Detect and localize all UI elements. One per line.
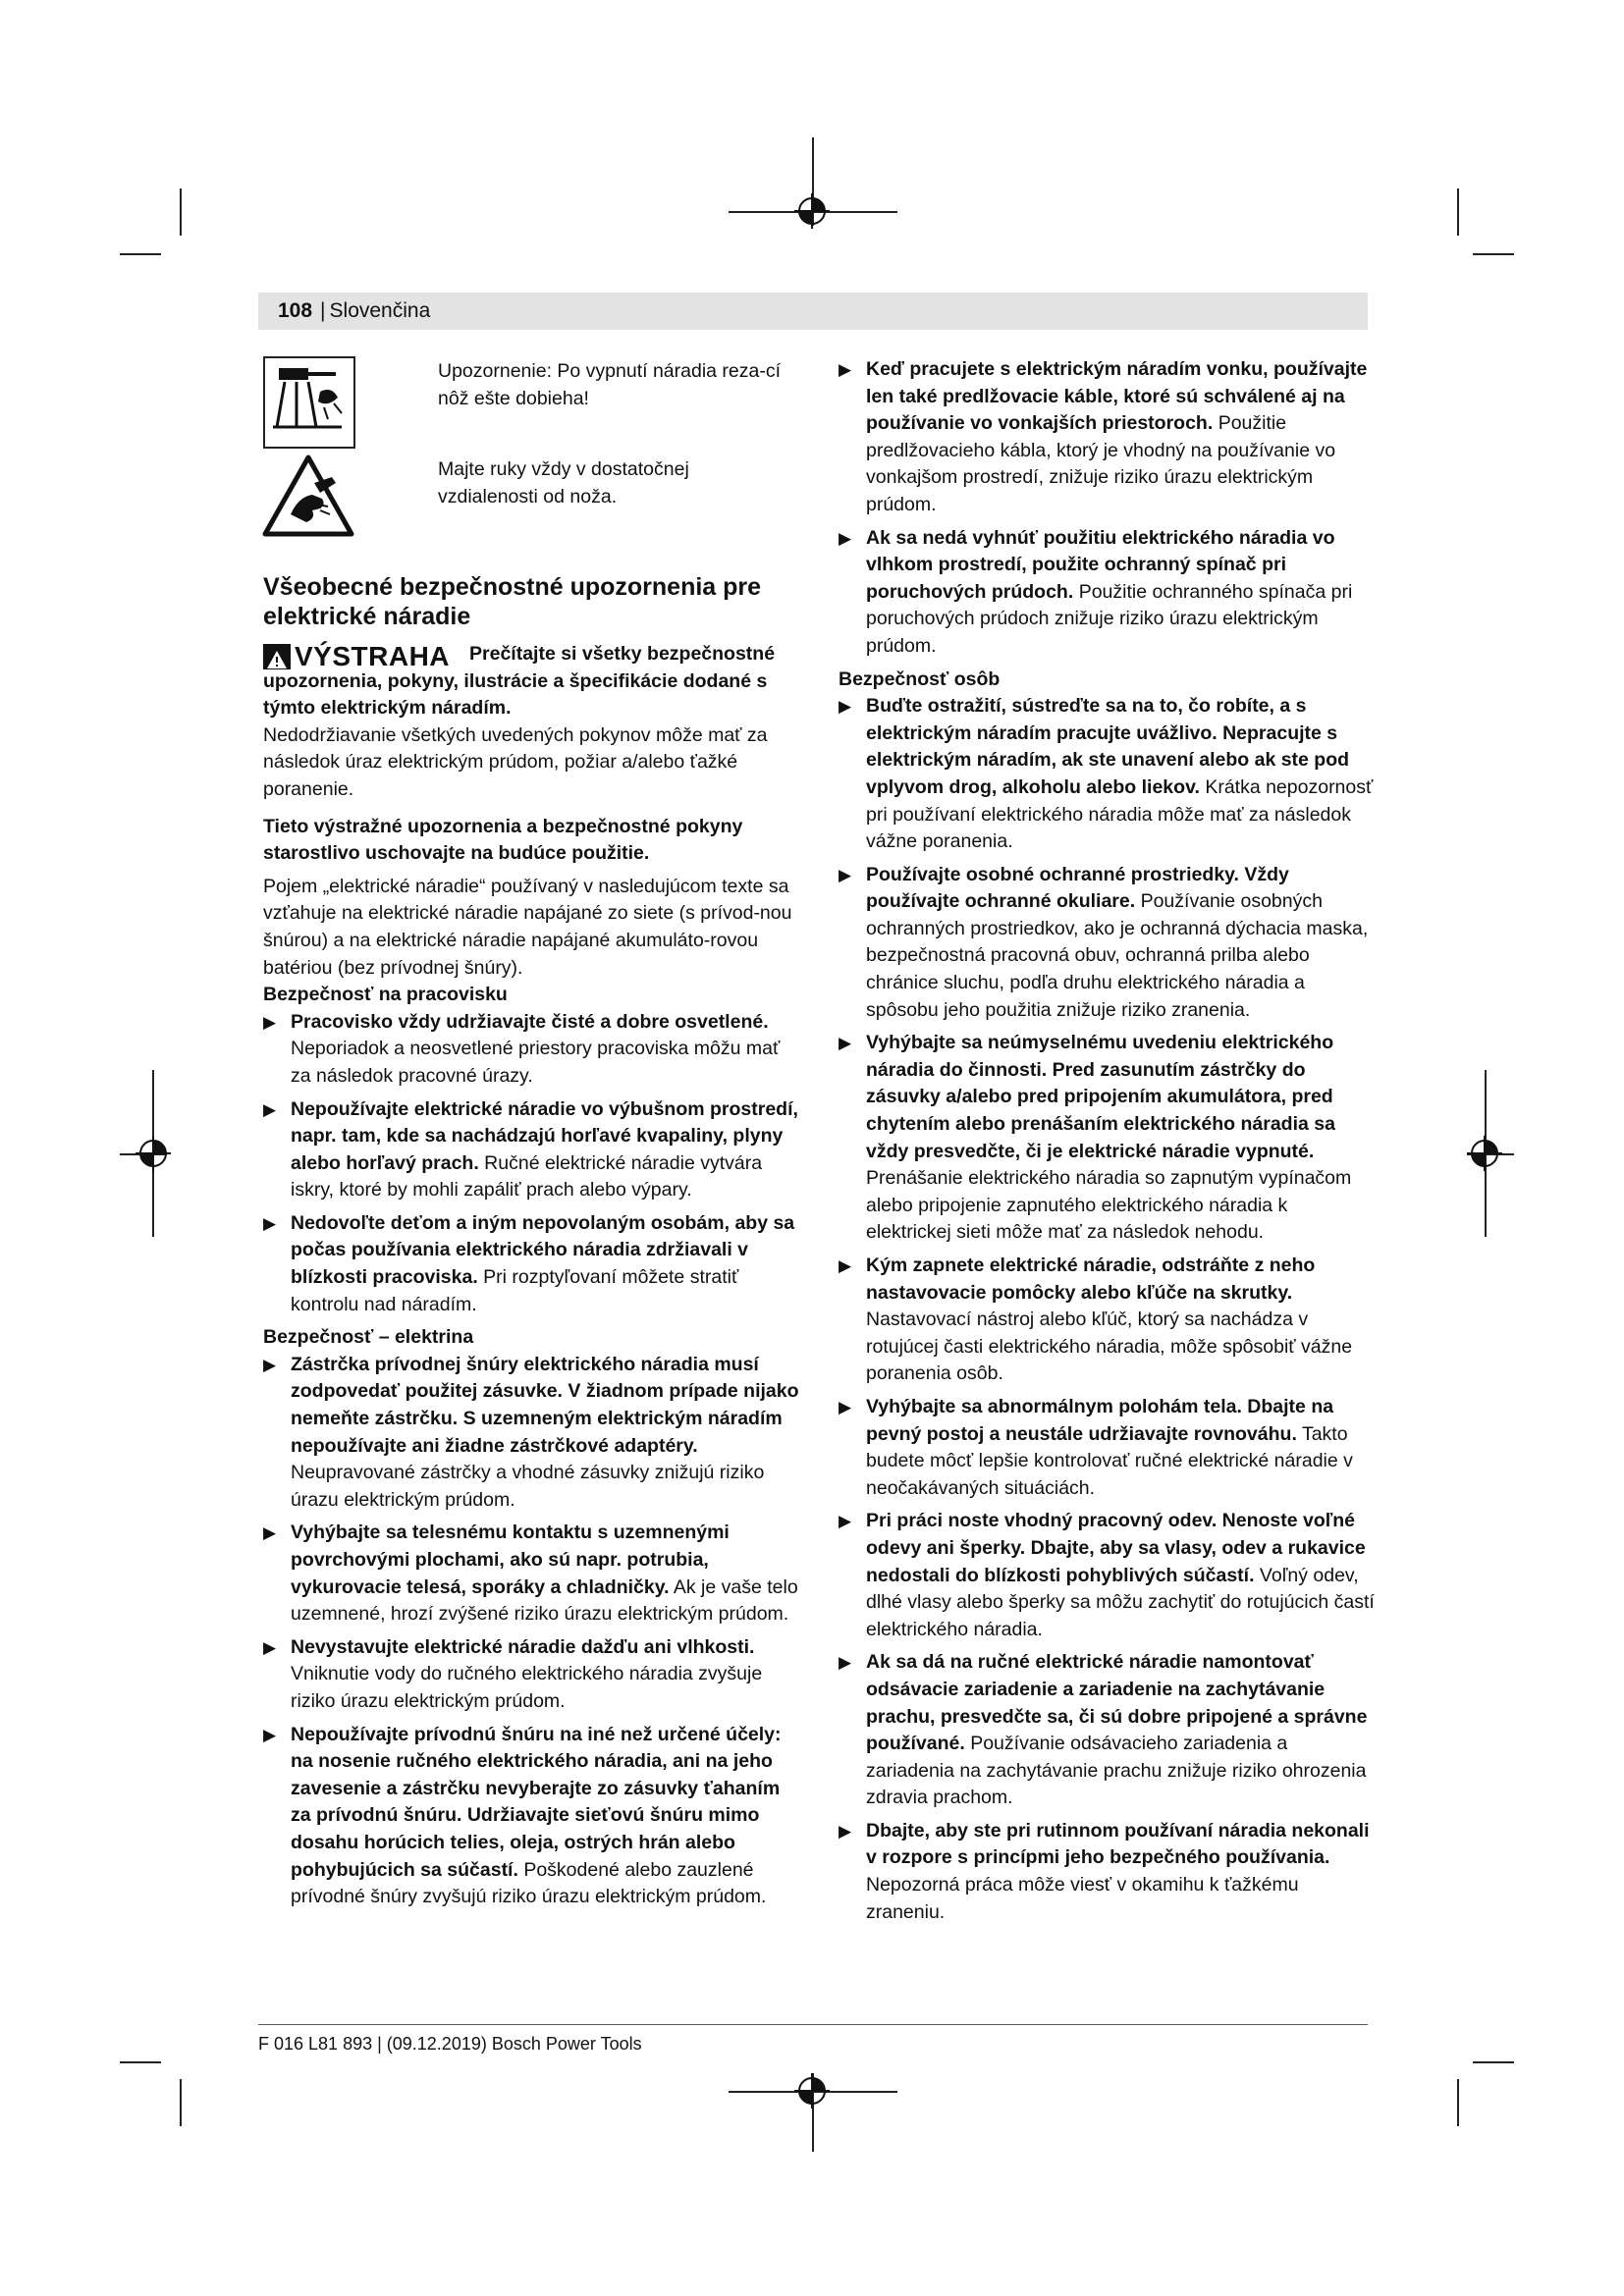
registration-target-icon — [135, 1136, 171, 1171]
bullet-arrow-icon: ▶ — [839, 1034, 852, 1053]
list-item — [839, 1508, 1375, 1643]
blade-runs-on-icon — [263, 356, 355, 449]
footer-rule — [258, 2024, 1368, 2025]
bullet-arrow-icon: ▶ — [839, 1397, 852, 1416]
bullet-arrow-icon: ▶ — [263, 1637, 277, 1657]
registration-target-icon — [794, 2073, 830, 2109]
bullet-arrow-icon: ▶ — [839, 697, 852, 717]
item-text: Takto budete môcť lepšie kontrolovať ručné elektrické náradie v neočakávaných situáciách. — [866, 1422, 1353, 1499]
left-column — [263, 572, 801, 1917]
page-number: 108 — [278, 299, 313, 322]
item-bold: Vyhýbajte sa telesnému kontaktu s uzemnenými povrchovými plochami, ako sú napr. potrubia, vykurovacie telesá, sporáky a chladničky. — [291, 1522, 730, 1598]
item-text: Používanie osobných ochranných prostriedkov, ako je ochranná dýchacia maska, bezpečnostná pracovná obuv, ochranná prilba alebo chránice sluchu, podľa druhu elektrického náradia a spôsobu jeho použitia znižuje riziko zranenia. — [866, 890, 1369, 1021]
page-header — [258, 293, 1368, 330]
list-item — [263, 1520, 801, 1628]
registration-target-icon — [794, 193, 830, 229]
notice-text: Upozornenie: Po vypnutí náradia reza-cí nôž ešte dobieha! — [438, 360, 782, 409]
crop-mark — [1473, 2061, 1514, 2063]
item-text: Nastavovací nástroj alebo kľúč, ktorý sa nachádza v rotujúcej časti elektrického náradia, môže spôsobiť vážne poranenia osôb. — [866, 1308, 1353, 1385]
item-text: Pri rozptyľovaní môžete stratiť kontrolu nad náradím. — [291, 1266, 739, 1315]
item-text: Používanie odsávacieho zariadenia a zariadenia na zachytávanie prachu znižuje riziko ohrozenia zdravia prachom. — [866, 1733, 1367, 1809]
bullet-arrow-icon: ▶ — [263, 1099, 277, 1119]
item-text: Neporiadok a neosvetlené priestory pracoviska môžu mať za následok pracovné úrazy. — [291, 1038, 781, 1087]
list-item — [839, 1649, 1375, 1812]
warning-text: Nedodržiavanie všetkých uvedených pokynov môže mať za následok úraz elektrickým prúdom, požiar a/alebo ťažké poranenie. — [263, 723, 768, 800]
page-footer: F 016 L81 893 | (09.12.2019) Bosch Power Tools — [258, 2034, 642, 2054]
list-item — [839, 1253, 1375, 1388]
list-item — [263, 1634, 801, 1716]
item-text: Voľný odev, dlhé vlasy alebo šperky sa môžu zachytiť do rotujúcich častí elektrického náradia. — [866, 1564, 1375, 1640]
list-item — [839, 356, 1375, 519]
crop-mark — [1473, 253, 1514, 255]
list-item — [839, 1030, 1375, 1247]
workplace-heading: Bezpečnosť na pracovisku — [263, 984, 508, 1006]
item-bold: Vyhýbajte sa neúmyselnému uvedeniu elektrického náradia do činnosti. Pred zasunutím zástrčky do zásuvky a/alebo pred pripojením akumulátora, pred chytením alebo prenášaním elektrického náradia sa vždy presvedčte, či je elektrické náradie vypnuté. — [866, 1032, 1335, 1162]
bullet-arrow-icon: ▶ — [263, 1012, 277, 1032]
warning-bold-text: Prečítajte si všetky bezpečnostné upozornenia, pokyny, ilustrácie a špecifikácie dodané s týmto elektrickým náradím. — [263, 643, 776, 720]
item-bold: Nedovoľte deťom a iným nepovolaným osobám, aby sa počas používania elektrického náradia zdržiavali v blízkosti pracoviska. — [291, 1211, 795, 1289]
list-item — [263, 1210, 801, 1318]
item-bold: Zástrčka prívodnej šnúry elektrického náradia musí zodpovedať použitej zásuvke. V žiadnom prípade nijako nemeňte zástrčku. S uzemneným elektrickým náradím nepoužívajte ani žiadne zástrčkové adaptéry. — [291, 1353, 799, 1457]
list-item — [263, 1722, 801, 1911]
list-item — [839, 1818, 1375, 1926]
keep-instructions-text: Tieto výstražné upozornenia a bezpečnostné pokyny starostlivo uschovajte na budúce použitie. — [263, 815, 743, 865]
item-bold: Nepoužívajte elektrické náradie vo výbušnom prostredí, napr. tam, kde sa nachádzajú horľavé kvapaliny, plyny alebo horľavý prach. — [291, 1097, 798, 1174]
list-item — [839, 693, 1375, 856]
list-item — [839, 525, 1375, 661]
term-definition-text: Pojem „elektrické náradie“ používaný v nasledujúcom texte sa vzťahuje na elektrické náradie napájané zo siete (s prívod-nou šnúrou) a na elektrické náradie napájané akumuláto-rovou batériou (bez prívodnej šnúry). — [263, 875, 792, 979]
bullet-arrow-icon: ▶ — [263, 1725, 277, 1744]
item-text: Nepozorná práca môže viesť v okamihu k ťažkému zraneniu. — [866, 1874, 1299, 1923]
bullet-arrow-icon: ▶ — [839, 1653, 852, 1673]
item-text: Použitie ochranného spínača pri poruchových prúdoch znižuje riziko úrazu elektrickým prúdom. — [866, 580, 1353, 657]
item-bold: Dbajte, aby ste pri rutinnom používaní náradia nekonali v rozpore s princípmi jeho bezpečného používania. — [866, 1819, 1370, 1869]
item-bold: Nepoužívajte prívodnú šnúru na iné než určené účely: na nosenie ručného elektrického náradia, ani na jeho zavesenie a zástrčku nevyberajte zo zásuvky ťahaním za prívodnú šnúru. Udržiavajte sieťovú šnúru mimo dosahu horúcich telies, oleja, ostrých hrán alebo pohybujúcich sa súčastí. — [291, 1723, 782, 1881]
list-item — [839, 862, 1375, 1025]
list-item — [263, 1352, 801, 1515]
bullet-arrow-icon: ▶ — [263, 1523, 277, 1543]
header-language: Slovenčina — [329, 299, 431, 322]
item-bold: Keď pracujete s elektrickým náradím vonku, používajte len také predlžovacie káble, ktoré sú schválené aj na používanie vo vonkajších priestoroch. — [866, 358, 1368, 435]
list-item — [263, 1096, 801, 1204]
registration-target-icon — [1467, 1136, 1502, 1171]
electric-heading: Bezpečnosť – elektrina — [263, 1326, 474, 1349]
bullet-arrow-icon: ▶ — [839, 1821, 852, 1841]
right-column — [839, 356, 1375, 1932]
bullet-arrow-icon: ▶ — [263, 1213, 277, 1233]
item-bold: Ak sa nedá vyhnúť použitiu elektrického náradia vo vlhkom prostredí, použite ochranný spínač pri poruchových prúdoch. — [866, 526, 1335, 603]
list-item — [263, 1009, 801, 1091]
crop-mark — [180, 188, 182, 236]
item-text: Krátka nepozornosť pri používaní elektrického náradia môže mať za následok vážne poranenia. — [866, 775, 1374, 853]
item-bold: Buďte ostražití, sústreďte sa na to, čo robíte, a s elektrickým náradím pracujte uvážlivo. Nepracujte s elektrickým náradím, ak ste unavení alebo ak ste pod vplyvom drog, alkoholu alebo liekov. — [866, 695, 1350, 798]
notice-text: Majte ruky vždy v dostatočnej vzdialenosti od noža. — [438, 458, 689, 507]
crop-mark — [1457, 188, 1459, 236]
item-bold: Vyhýbajte sa abnormálnym polohám tela. Dbajte na pevný postoj a neustále udržiavajte rovnováhu. — [866, 1395, 1334, 1445]
item-bold: Kým zapnete elektrické náradie, odstráňte z neho nastavovacie pomôcky alebo kľúče na skrutky. — [866, 1255, 1316, 1304]
warning-label-text: VÝSTRAHA — [295, 641, 451, 671]
item-text: Ak je vaše telo uzemnené, hrozí zvýšené riziko úrazu elektrickým prúdom. — [291, 1575, 798, 1626]
keep-hands-away-icon — [261, 454, 355, 540]
item-text: Prenášanie elektrického náradia so zapnutým vypínačom alebo pripojenie zapnutého elektrického náradia k elektrickej sieti môže mať za následok nehodu. — [866, 1167, 1352, 1244]
item-bold: Používajte osobné ochranné prostriedky. Vždy používajte ochranné okuliare. — [866, 863, 1289, 913]
crop-mark — [180, 2079, 182, 2126]
item-text: Ručné elektrické náradie vytvára iskry, ktoré by mohli zapáliť prach alebo výpary. — [291, 1151, 763, 1201]
warning-triangle-icon — [263, 644, 291, 669]
list-item — [839, 1394, 1375, 1502]
header-separator: | — [320, 299, 326, 322]
item-bold: Nevystavujte elektrické náradie dažďu ani vlhkosti. — [291, 1635, 755, 1658]
bullet-arrow-icon: ▶ — [263, 1355, 277, 1374]
section-heading: Všeobecné bezpečnostné upozornenia pre elektrické náradie — [263, 573, 762, 630]
persons-heading: Bezpečnosť osôb — [839, 667, 1001, 690]
item-text: Neupravované zástrčky a vhodné zásuvky znižujú riziko úrazu elektrickým prúdom. — [291, 1462, 765, 1511]
bullet-arrow-icon: ▶ — [839, 865, 852, 884]
item-text: Použitie predlžovacieho kábla, ktorý je vhodný na používanie vo vonkajšom prostredí, znižuje riziko úrazu elektrickým prúdom. — [866, 412, 1336, 515]
item-bold: Ak sa dá na ručné elektrické náradie namontovať odsávacie zariadenie a zariadenie na zachytávanie prachu, presvedčte sa, či sú dobre pripojené a správne používané. — [866, 1651, 1368, 1755]
bullet-arrow-icon: ▶ — [839, 528, 852, 548]
crop-mark — [120, 253, 161, 255]
item-text: Poškodené alebo zauzlené prívodné šnúry zvyšujú riziko úrazu elektrickým prúdom. — [291, 1858, 767, 1908]
bullet-arrow-icon: ▶ — [839, 1512, 852, 1531]
item-text: Vniknutie vody do ručného elektrického náradia zvyšuje riziko úrazu elektrickým prúdom. — [291, 1663, 763, 1712]
bullet-arrow-icon: ▶ — [839, 1256, 852, 1275]
crop-mark — [1457, 2079, 1459, 2126]
item-bold: Pri práci noste vhodný pracovný odev. Nenoste voľné odevy ani šperky. Dbajte, aby sa vlasy, odev a rukavice nedostali do blízkosti pohyblivých súčastí. — [866, 1510, 1366, 1586]
crop-mark — [120, 2061, 161, 2063]
bullet-arrow-icon: ▶ — [839, 360, 852, 379]
item-bold: Pracovisko vždy udržiavajte čisté a dobre osvetlené. — [291, 1010, 769, 1033]
